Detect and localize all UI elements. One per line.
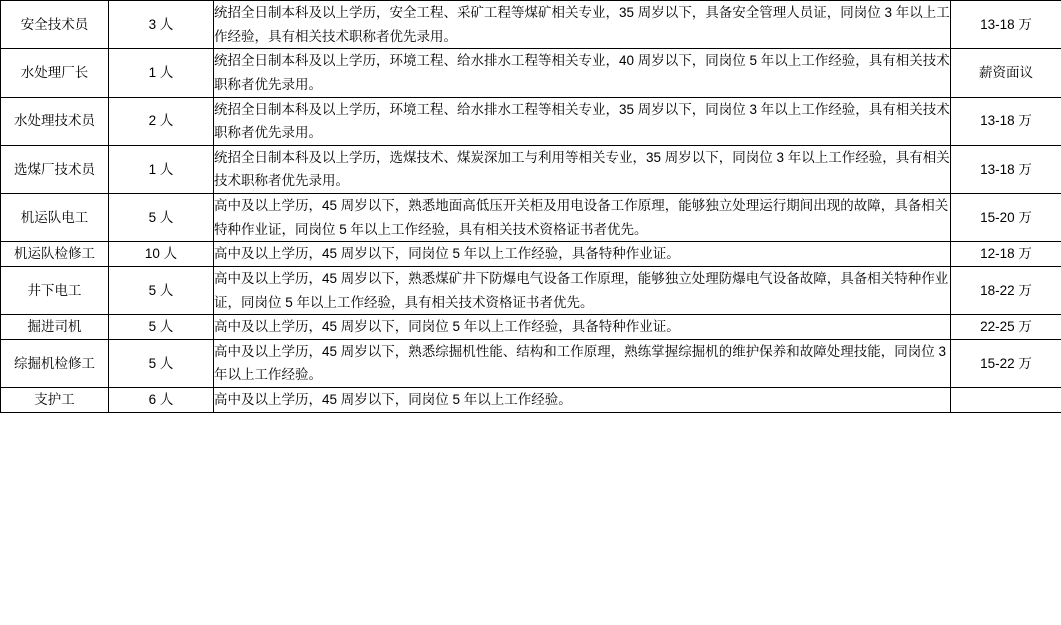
requirements-cell (214, 339, 951, 387)
table-body (1, 1, 1061, 413)
requirements-text: 统招全日制本科及以上学历，环境工程、给水排水工程等相关专业，40 周岁以下，同岗位 5 年以上工作经验，具有相关技术职称者优先录用。 (214, 53, 950, 92)
headcount-cell: 3 人 (109, 1, 214, 49)
table-row (1, 242, 1061, 267)
requirements-cell (214, 242, 951, 267)
salary-cell: 薪资面议 (951, 49, 1061, 97)
headcount-cell: 1 人 (109, 49, 214, 97)
headcount-cell: 1 人 (109, 145, 214, 193)
salary-cell (951, 388, 1061, 413)
salary-cell: 15-22 万 (951, 339, 1061, 387)
requirements-text: 高中及以上学历，45 周岁以下，熟悉综掘机性能、结构和工作原理，熟练掌握综掘机的维护保养和故障处理技能，同岗位 3 年以上工作经验。 (214, 343, 947, 383)
salary-cell: 22-25 万 (951, 315, 1061, 340)
table-row (1, 315, 1061, 340)
headcount-cell: 5 人 (109, 266, 214, 314)
requirements-cell (214, 315, 951, 340)
position-cell: 支护工 (1, 388, 109, 413)
requirements-text: 高中及以上学历，45 周岁以下，熟悉煤矿井下防爆电气设备工作原理，能够独立处理防爆电气设备故障，具备相关特种作业证，同岗位 5 年以上工作经验，具有相关技术资格证书者优先。 (214, 270, 949, 310)
requirements-text: 统招全日制本科及以上学历，选煤技术、煤炭深加工与利用等相关专业，35 周岁以下，同岗位 3 年以上工作经验，具有相关技术职称者优先录用。 (214, 149, 950, 189)
position-cell: 机运队检修工 (1, 242, 109, 267)
table-row (1, 1, 1061, 49)
requirements-text: 高中及以上学历，45 周岁以下，同岗位 5 年以上工作经验，具备特种作业证。 (214, 246, 680, 262)
requirements-cell (214, 145, 951, 193)
requirements-cell (214, 388, 951, 413)
position-cell: 井下电工 (1, 266, 109, 314)
headcount-cell: 5 人 (109, 194, 214, 242)
salary-cell: 15-20 万 (951, 194, 1061, 242)
position-cell: 综掘机检修工 (1, 339, 109, 387)
table-row (1, 194, 1061, 242)
position-cell: 水处理厂长 (1, 49, 109, 97)
salary-cell: 12-18 万 (951, 242, 1061, 267)
requirements-text: 统招全日制本科及以上学历，环境工程、给水排水工程等相关专业，35 周岁以下，同岗位 3 年以上工作经验，具有相关技术职称者优先录用。 (214, 101, 950, 141)
salary-cell: 13-18 万 (951, 97, 1061, 145)
headcount-cell: 5 人 (109, 315, 214, 340)
salary-cell: 13-18 万 (951, 145, 1061, 193)
requirements-cell (214, 49, 951, 97)
requirements-text: 高中及以上学历，45 周岁以下，熟悉地面高低压开关柜及用电设备工作原理，能够独立处理运行期间出现的故障，具备相关特种作业证，同岗位 5 年以上工作经验，具有相关技术资格证书者优先。 (214, 198, 949, 237)
table-row (1, 266, 1061, 314)
requirements-text: 统招全日制本科及以上学历，安全工程、采矿工程等煤矿相关专业，35 周岁以下，具备安全管理人员证，同岗位 3 年以上工作经验，具有相关技术职称者优先录用。 (214, 5, 950, 44)
requirements-cell (214, 97, 951, 145)
requirements-cell (214, 266, 951, 314)
table-row (1, 388, 1061, 413)
requirements-text: 高中及以上学历，45 周岁以下，同岗位 5 年以上工作经验。 (214, 392, 572, 407)
headcount-cell: 2 人 (109, 97, 214, 145)
position-cell: 选煤厂技术员 (1, 145, 109, 193)
headcount-cell: 10 人 (109, 242, 214, 267)
salary-cell: 13-18 万 (951, 1, 1061, 49)
headcount-cell: 6 人 (109, 388, 214, 413)
table-row (1, 339, 1061, 387)
table-row (1, 145, 1061, 193)
table-row (1, 49, 1061, 97)
position-cell: 水处理技术员 (1, 97, 109, 145)
requirements-cell (214, 1, 951, 49)
position-cell: 掘进司机 (1, 315, 109, 340)
requirements-cell (214, 194, 951, 242)
table-row (1, 97, 1061, 145)
position-cell: 机运队电工 (1, 194, 109, 242)
salary-cell: 18-22 万 (951, 266, 1061, 314)
position-cell: 安全技术员 (1, 1, 109, 49)
headcount-cell: 5 人 (109, 339, 214, 387)
requirements-text: 高中及以上学历，45 周岁以下，同岗位 5 年以上工作经验，具备特种作业证。 (214, 319, 680, 335)
